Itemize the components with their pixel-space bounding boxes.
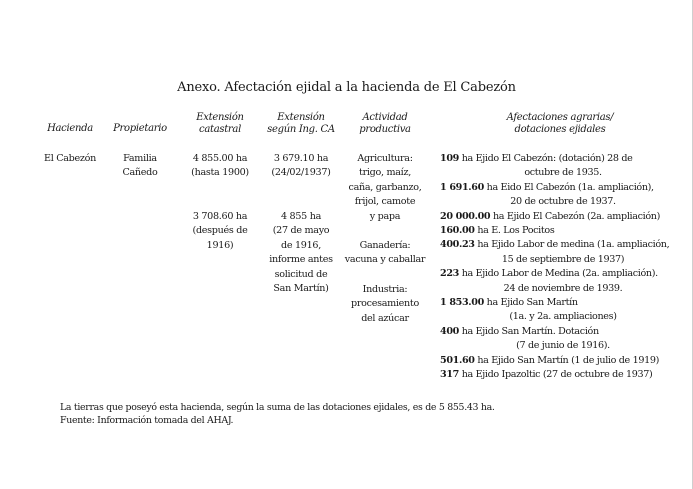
cell-line: 1916) xyxy=(206,239,234,251)
afectacion-entry xyxy=(440,152,686,181)
header-afectaciones xyxy=(480,112,640,136)
afectacion-entry xyxy=(440,325,686,354)
afectacion-entry xyxy=(440,296,686,325)
cell-actividad-industria xyxy=(340,283,430,326)
header-extension-ing xyxy=(256,112,346,136)
cell-line: trigo, maíz, xyxy=(359,167,411,179)
cell-line: del azúcar xyxy=(361,312,409,324)
header-actividad xyxy=(345,112,425,136)
entry-continuation: (7 de junio de 1916). xyxy=(516,340,610,352)
cell-line: Cañedo xyxy=(122,167,158,179)
entry-amount: 223 xyxy=(440,268,459,280)
cell-line: Industria: xyxy=(362,284,408,295)
entry-line xyxy=(440,224,686,238)
cell-line: Familia xyxy=(123,153,157,164)
entry-text: ha Ejido El Cabezón (2a. ampliación) xyxy=(492,210,661,222)
table-title: Anexo. Afectación ejidal a la hacienda de El Cabezón xyxy=(177,80,516,95)
entry-text: ha E. Los Pocitos xyxy=(477,225,555,237)
cell-line: solicitud de xyxy=(274,268,328,280)
entry-continuation: 20 de octubre de 1937. xyxy=(510,196,616,208)
cell-hacienda: El Cabezón xyxy=(43,153,96,164)
cell-line: 3 708.60 ha xyxy=(192,211,248,222)
afectacion-entry xyxy=(440,181,686,210)
entry-continuation: 15 de septiembre de 1937) xyxy=(501,253,625,265)
entry-continuation: (1a. y 2a. ampliaciones) xyxy=(509,311,617,323)
cell-ing-2 xyxy=(256,210,346,296)
entry-text: ha Eido El Cabezón (1a. ampliación), xyxy=(486,181,654,193)
header-line: Extensión xyxy=(277,112,325,123)
afectacion-entry xyxy=(440,354,686,368)
header-line: productiva xyxy=(359,124,411,135)
entry-line xyxy=(440,152,686,166)
entry-line xyxy=(440,354,686,368)
afectacion-entry xyxy=(440,368,686,382)
entry-amount: 400.23 xyxy=(440,239,475,251)
entry-amount: 1 853.00 xyxy=(440,297,484,309)
cell-line: Agricultura: xyxy=(357,153,413,164)
entry-amount: 109 xyxy=(440,153,459,164)
entry-line xyxy=(440,267,686,281)
cell-line: (hasta 1900) xyxy=(191,167,249,179)
cell-line: San Martín) xyxy=(273,283,329,295)
footnote: La tierras que poseyó esta hacienda, según la suma de las dotaciones ejidales, es de 5 855.43 ha. xyxy=(60,402,495,413)
source-note: Fuente: Información tomada del AHAJ. xyxy=(60,415,234,426)
cell-propietario xyxy=(105,152,175,181)
entry-amount: 317 xyxy=(440,369,459,381)
cell-line: (después de xyxy=(192,225,248,237)
entry-amount: 160.00 xyxy=(440,225,475,237)
entry-amount: 1 691.60 xyxy=(440,181,484,193)
cell-line: 4 855 ha xyxy=(280,211,321,222)
header-extension-catastral xyxy=(180,112,260,136)
header-line: Extensión xyxy=(196,112,244,123)
cell-line: frijol, camote xyxy=(354,196,416,208)
entry-text: ha Ejido Ipazoltic (27 de octubre de 1937) xyxy=(461,369,653,381)
afectacion-entry xyxy=(440,238,686,267)
header-line: catastral xyxy=(199,124,241,135)
header-line: Actividad xyxy=(362,112,408,123)
entry-text: ha Ejido San Martín. Dotación xyxy=(461,325,599,337)
entry-line xyxy=(440,296,686,310)
cell-line: 4 855.00 ha xyxy=(192,153,248,164)
cell-line: y papa xyxy=(369,210,401,222)
header-line: Afectaciones agrarias/ xyxy=(506,112,614,123)
cell-line: caña, garbanzo, xyxy=(348,181,422,193)
cell-line: (27 de mayo xyxy=(272,225,330,237)
cell-line: informe antes xyxy=(269,254,333,266)
afectaciones-list xyxy=(440,152,686,383)
entry-amount: 501.60 xyxy=(440,354,475,366)
cell-actividad-ganaderia xyxy=(340,239,430,268)
entry-line xyxy=(440,181,686,195)
header-propietario: Propietario xyxy=(113,123,167,134)
header-hacienda: Hacienda xyxy=(47,123,93,134)
afectacion-entry xyxy=(440,224,686,238)
cell-catastral-2 xyxy=(180,210,260,253)
cell-line: procesamiento xyxy=(351,298,419,310)
entry-amount: 20 000.00 xyxy=(440,210,491,222)
cell-line: (24/02/1937) xyxy=(271,167,331,179)
cell-line: Ganadería: xyxy=(359,240,411,251)
cell-line: vacuna y caballar xyxy=(344,254,426,266)
afectacion-entry xyxy=(440,210,686,224)
cell-line: 3 679.10 ha xyxy=(273,153,329,164)
entry-text: ha Ejido Labor de Medina (2a. ampliación). xyxy=(461,268,658,280)
entry-line xyxy=(440,325,686,339)
cell-ing-1 xyxy=(256,152,346,181)
entry-text: ha Ejido Labor de medina (1a. ampliación, xyxy=(477,239,670,251)
entry-line xyxy=(440,368,686,382)
entry-text: ha Ejido San Martín xyxy=(486,297,578,309)
entry-line xyxy=(440,210,686,224)
entry-continuation: octubre de 1935. xyxy=(524,167,602,179)
entry-text: ha Ejido San Martín (1 de julio de 1919) xyxy=(477,354,659,366)
entry-text: ha Ejido El Cabezón: (dotación) 28 de xyxy=(461,153,633,164)
entry-continuation: 24 de noviembre de 1939. xyxy=(503,282,623,294)
entry-amount: 400 xyxy=(440,325,459,337)
afectacion-entry xyxy=(440,267,686,296)
cell-line: de 1916, xyxy=(281,239,321,251)
header-line: dotaciones ejidales xyxy=(514,124,606,135)
entry-line xyxy=(440,238,686,252)
header-line: según Ing. CA xyxy=(267,124,335,135)
cell-catastral-1 xyxy=(180,152,260,181)
cell-actividad-agricultura xyxy=(340,152,430,224)
